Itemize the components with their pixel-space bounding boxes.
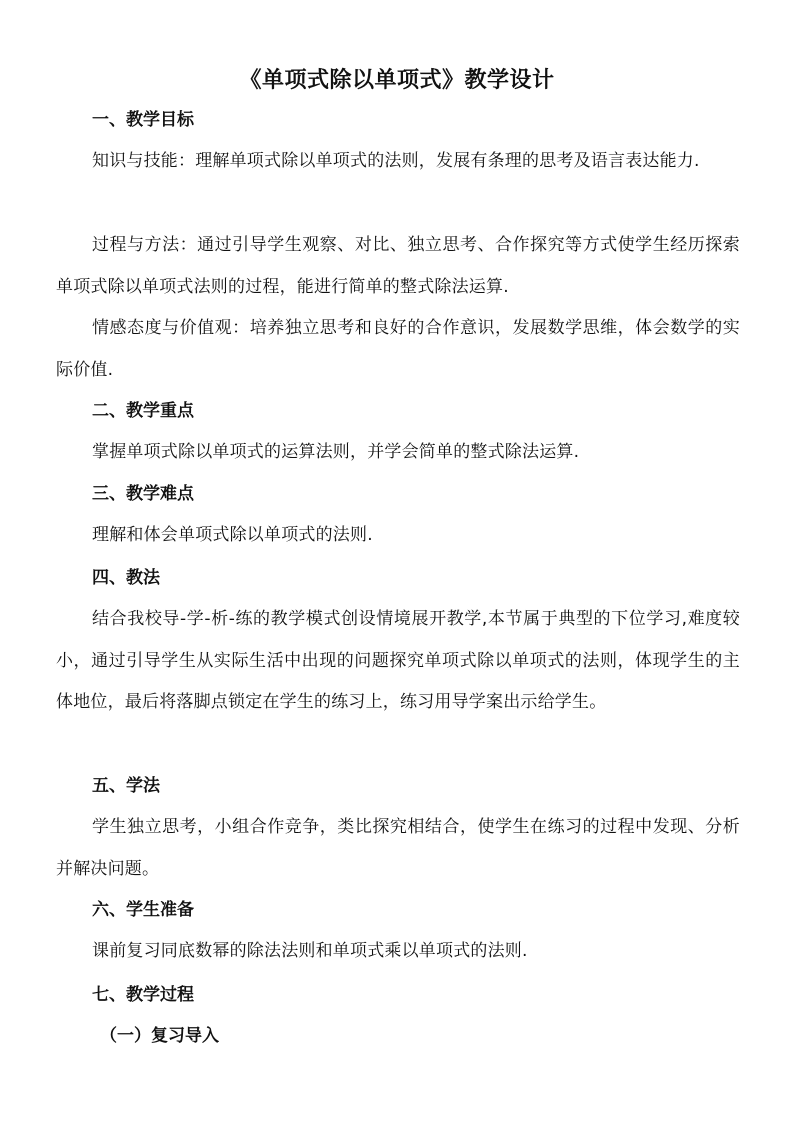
section-heading-teaching-process: 七、教学过程 xyxy=(92,985,194,1005)
paragraph-emotion-values: 情感态度与价值观：培养独立思考和良好的合作意识，发展数学思维，体会数学的实际价值. xyxy=(56,318,740,380)
section-heading-teaching-method: 四、教法 xyxy=(92,568,160,588)
section-heading-objectives: 一、教学目标 xyxy=(92,110,194,130)
paragraph-difficulties: 理解和体会单项式除以单项式的法则. xyxy=(92,525,373,545)
section-heading-learning-method: 五、学法 xyxy=(92,776,160,796)
paragraph-teaching-method: 结合我校导-学-析-练的教学模式创设情境展开教学,本节属于典型的下位学习,难度较小，通过引导学生从实际生活中出现的问题探究单项式除以单项式的法则，体现学生的主体地位，最后将落脚点锁定在学生的练习上，练习用导学案出示给学生。 xyxy=(56,609,740,712)
subsection-heading-review-intro: （一）复习导入 xyxy=(100,1026,219,1046)
document-title: 《单项式除以单项式》教学设计 xyxy=(239,68,555,93)
paragraph-learning-method: 学生独立思考，小组合作竞争，类比探究相结合，使学生在练习的过程中发现、分析并解决问题。 xyxy=(56,817,740,879)
paragraph-student-preparation: 课前复习同底数幂的除法法则和单项式乘以单项式的法则. xyxy=(92,941,528,961)
paragraph-key-points: 掌握单项式除以单项式的运算法则，并学会简单的整式除法运算. xyxy=(92,442,580,462)
section-heading-student-preparation: 六、学生准备 xyxy=(92,900,194,920)
section-heading-key-points: 二、教学重点 xyxy=(92,401,194,421)
section-heading-difficulties: 三、教学难点 xyxy=(92,484,194,504)
paragraph-knowledge-skills: 知识与技能：理解单项式除以单项式的法则，发展有条理的思考及语言表达能力. xyxy=(92,151,700,171)
paragraph-process-methods: 过程与方法：通过引导学生观察、对比、独立思考、合作探究等方式使学生经历探索单项式除以单项式法则的过程，能进行简单的整式除法运算. xyxy=(56,235,740,297)
